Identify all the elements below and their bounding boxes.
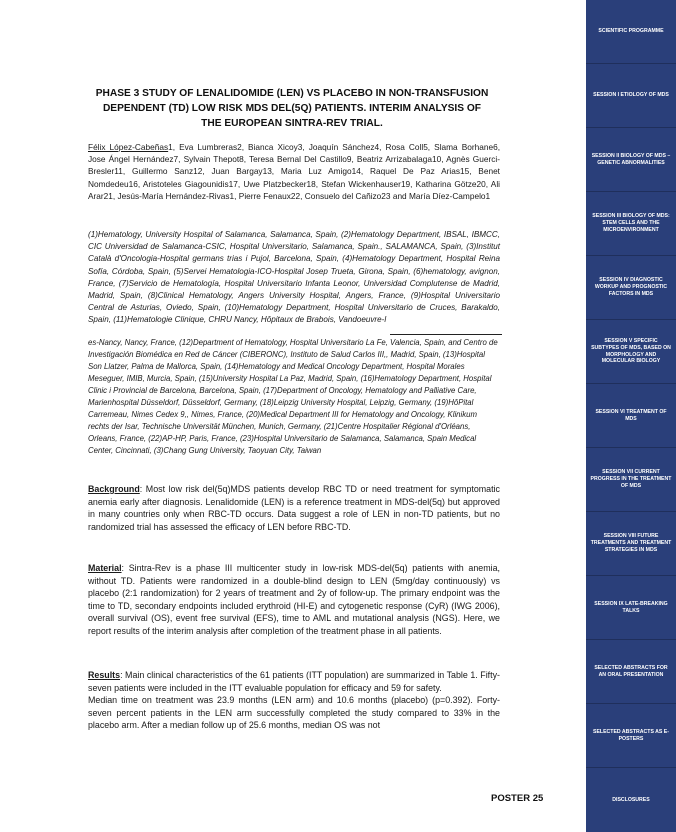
author-list [88, 141, 500, 202]
sidebar-item-session-1[interactable]: SESSION I ETIOLOGY OF MDS [586, 64, 676, 128]
results-text-2: Median time on treatment was 23.9 months (LEN arm) and 10.6 months (placebo) (p=0.392). Forty-seven percent patients in the LEN arm successfully completed the study compared to 33% in the placebo arm. After a median follow up of 25.6 months, median OS was not [88, 695, 500, 731]
first-author: Félix López-Cabeñas [88, 142, 169, 152]
sidebar-item-session-3[interactable]: SESSION III BIOLOGY OF MDS: STEM CELLS AND THE MICROENVIRONMENT [586, 192, 676, 256]
sidebar-item-session-2[interactable]: SESSION II BIOLOGY OF MDS – GENETIC ABNORMALITIES [586, 128, 676, 192]
material-heading: Material [88, 563, 122, 573]
affiliations-part-2: es-Nancy, Nancy, France, (12)Department of Hematology, Hospital Universitario La Fe, Valencia, Spain, and Centro de Investigación Biomédica en Red de Cáncer (CIBERONC), Instituto de Salud Carlos III,, Madrid, Spain, (13)Hospital Son Llatzer, Palma de Mallorca, Spain, (14)Hematology and Medical Oncology Department, Hospital Morales Meseguer, IMIB, Murcia, Spain, (15)University Hospital La Paz, Madrid, Spain, (16)Hematology Department, Hospital Clinic i Provincial de Barcelona, Barcelona, Spain, (17)Department of Oncology, Hematology and Palliative Care, Marienhospital Düsseldorf, Düsseldorf, Germany, (18)Leipzig University Hospital, Leipzig, Germany, (19)HôPital Carremeau, Nimes Cedex 9,, Nimes, France, (20)Medical Department III for Hematology and Oncology, Klinikum rechts der Isar, Technische Universität München, Munich, Germany, (21)Centre Hospitalier Régional d'Orléans, Orleans, France, (22)AP-HP, Paris, France, (23)Hospital Universitario de Salamanca, Salamanca, Spain Medical Center, Cincinnati, (3)Chang Gung University, Taoyuan City, Taiwan [88, 338, 498, 455]
sidebar-item-session-9[interactable]: SESSION IX LATE-BREAKING TALKS [586, 576, 676, 640]
material-text: : Sintra-Rev is a phase III multicenter study in low-risk MDS-del(5q) patients with anemia, without TD. Patients were randomized in a double-blind design to LEN (5mg/day continuously) vs placebo (2:1 randomization) for 2 years of treatment and 2y of follow-up. The primary endpoint was the time to TD, secondary endpoints included erythroid (HI-E) and cytogenetic response (CyR) (IWG 2006), overall survival (OS), event free survival (EFS), time to AML and mutational analysis (NGS). Here, we report results of the interim analysis after completion of the treatment phase in all patients. [88, 563, 500, 636]
sidebar-item-session-8[interactable]: SESSION VIII FUTURE TREATMENTS AND TREATMENT STRATEGIES IN MDS [586, 512, 676, 576]
section-sidebar [586, 0, 676, 832]
results-text-1: : Main clinical characteristics of the 61 patients (ITT population) are summarized in Table 1. Fifty-seven patients were included in the ITT evaluable population for efficacy and 59 for safety. [88, 670, 500, 693]
author-list-rest: 1, Eva Lumbreras2, Bianca Xicoy3, Joaquín Sánchez4, Rosa Coll5, Slama Borhane6, Jose Ángel Hernández7, Sylvain Thepot8, Teresa Bernal Del Castillo9, Beatriz Arrizabalaga10, Agnès Guerci-Bresler11, Guillermo Sanz12, Juan Bargay13, Maria Luz Amigo14, Raquel De Paz Arias15, Benet Nomdedeu16, Aristoteles Giagounidis17, Uwe Platzbecker18, Stefan Wickenhauser19, Katharina Götze20, Ali Arar21, Jesús-María Hernández-Rivas1, Pierre Fenaux22, Consuelo del Cañizo23 and María Díez-Campelo1 [88, 142, 500, 201]
sidebar-item-selected-oral[interactable]: SELECTED ABSTRACTS FOR AN ORAL PRESENTATION [586, 640, 676, 704]
results-section [88, 669, 500, 732]
results-heading: Results [88, 670, 121, 680]
abstract-title: PHASE 3 STUDY OF LENALIDOMIDE (LEN) VS PLACEBO IN NON-TRANSFUSION DEPENDENT (TD) LOW RISK MDS DEL(5Q) PATIENTS. INTERIM ANALYSIS OF THE EUROPEAN SINTRA-REV TRIAL. [95, 88, 489, 129]
sidebar-item-session-6[interactable]: SESSION VI TREATMENT OF MDS [586, 384, 676, 448]
sidebar-item-selected-eposters[interactable]: SELECTED ABSTRACTS AS E-POSTERS [586, 704, 676, 768]
background-section [88, 483, 500, 533]
poster-number: POSTER 25 [491, 793, 544, 804]
sidebar-item-scientific-programme[interactable]: SCIENTIFIC PROGRAMME [586, 0, 676, 64]
affiliations-part-1: (1)Hematology, University Hospital of Salamanca, Salamanca, Spain, (2)Hematology Department, IBSAL, IBMCC, CIC Universidad de Salamanca-CSIC, Hospital Universitario, Salamanca, Spain., SALAMANCA, Spain, (3)Institut Català d'Oncologia-Hospital germans trias i Pujol, Barcelona, Spain, (4)Hematology Department, Hospital Reina Sofía, Córdoba, Spain, (5)Servei Hematologia-ICO-Hospital Josep Trueta, Girona, Spain, (6)hematology, avignon, France, (7)Servicio de Hematología, Hospital Universitario Infanta Leonor, Universidad Complutense de Madrid, Madrid, Spain, (8)Clinical Hematology, Angers University Hospital, Angers, France, (9)Hospital Universitario Central de Asturias, Oviedo, Spain, (10)Hematology Department, Hospital Universitario de Cruces, Barakaldo, Spain, (11)Hematologie Clinique, CHRU Nancy, Hôpitaux de Brabois, Vandoeuvre-l [88, 230, 500, 325]
background-text: : Most low risk del(5q)MDS patients develop RBC TD or need treatment for symptomatic anemia early after diagnosis. Lenalidomide (LEN) is a reference treatment in MDS-del(5q) but approved in many countries only when RBC-TD occurs. Data suggest a role of LEN in non-TD patients, but no randomized trial has assessed the efficacy of LEN before RBC-TD. [88, 484, 500, 532]
affiliation-divider [390, 334, 502, 335]
background-heading: Background [88, 484, 140, 494]
sidebar-item-session-5[interactable]: SESSION V SPECIFIC SUBTYPES OF MDS, BASED ON MORPHOLOGY AND MOLECULAR BIOLOGY [586, 320, 676, 384]
sidebar-item-session-4[interactable]: SESSION IV DIAGNOSTIC WORKUP AND PROGNOSTIC FACTORS IN MDS [586, 256, 676, 320]
sidebar-item-disclosures[interactable]: DISCLOSURES [586, 768, 676, 832]
material-section [88, 562, 500, 638]
sidebar-item-session-7[interactable]: SESSION VII CURRENT PROGRESS IN THE TREATMENT OF MDS [586, 448, 676, 512]
